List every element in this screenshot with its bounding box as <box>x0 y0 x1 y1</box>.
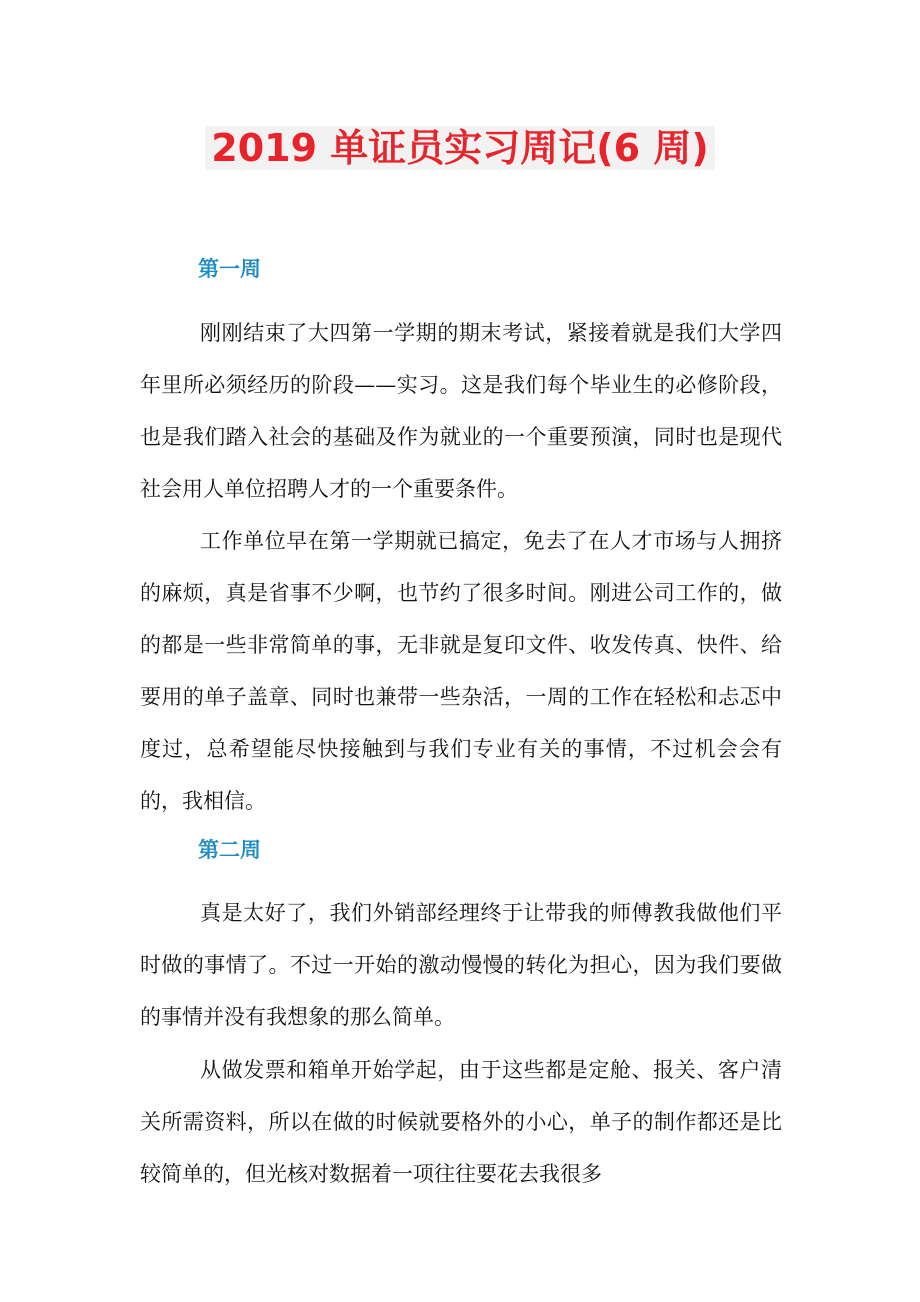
section-heading-week-2: 第二周 <box>198 838 261 862</box>
paragraph: 刚刚结束了大四第一学期的期末考试，紧接着就是我们大学四年里所必须经历的阶段——实习。这是我们每个毕业生的必修阶段，也是我们踏入社会的基础及作为就业的一个重要预演，同时也是现代社会用人单位招聘人才的一个重要条件。 <box>140 321 782 501</box>
paragraph: 真是太好了，我们外销部经理终于让带我的师傅教我做他们平时做的事情了。不过一开始的激动慢慢的转化为担心，因为我们要做的事情并没有我想象的那么简单。 <box>140 901 782 1029</box>
paragraph: 工作单位早在第一学期就已搞定，免去了在人才市场与人拥挤的麻烦，真是省事不少啊，也节约了很多时间。刚进公司工作的，做的都是一些非常简单的事，无非就是复印文件、收发传真、快件、给要用的单子盖章、同时也兼带一些杂活，一周的工作在轻松和忐忑中度过，总希望能尽快接触到与我们专业有关的事情，不过机会会有的，我相信。 <box>140 529 782 813</box>
paragraph: 从做发票和箱单开始学起，由于这些都是定舱、报关、客户清关所需资料，所以在做的时候就要格外的小心，单子的制作都还是比较简单的，但光核对数据着一项往往要花去我很多 <box>140 1058 782 1186</box>
document-title-text: 2019 单证员实习周记(6 周) <box>205 126 714 170</box>
document-title <box>0 118 920 178</box>
section-heading-week-1: 第一周 <box>198 257 261 281</box>
